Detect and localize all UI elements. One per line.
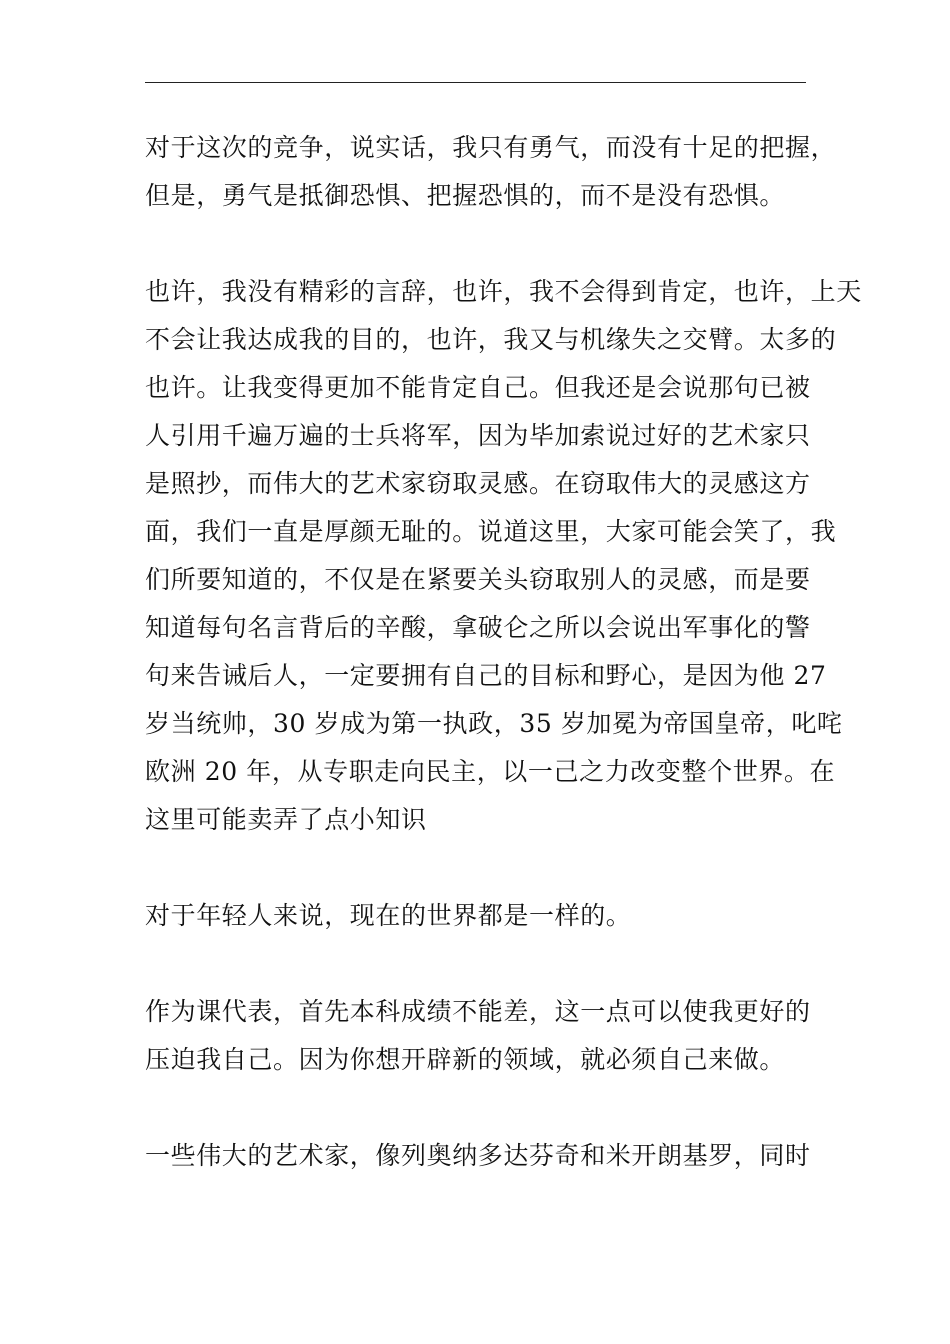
- text-line: 岁当统帅，30 岁成为第一执政，35 岁加冕为帝国皇帝，叱咤: [145, 709, 843, 738]
- text-line: 但是，勇气是抵御恐惧、把握恐惧的，而不是没有恐惧。: [145, 181, 786, 210]
- paragraph-4: [145, 988, 813, 1084]
- paragraph-3: [145, 892, 813, 940]
- text-line: 不会让我达成我的目的，也许，我又与机缘失之交臂。太多的: [145, 325, 837, 354]
- text-line: 对于年轻人来说，现在的世界都是一样的。: [145, 901, 632, 930]
- text-line: 这里可能卖弄了点小知识: [145, 805, 427, 834]
- text-line: 一些伟大的艺术家，像列奥纳多达芬奇和米开朗基罗，同时: [145, 1141, 811, 1170]
- document-body: [145, 124, 862, 1180]
- text-line: 面，我们一直是厚颜无耻的。说道这里，大家可能会笑了，我: [145, 517, 837, 546]
- text-line: 作为课代表，首先本科成绩不能差，这一点可以使我更好的: [145, 997, 811, 1026]
- text-line: 欧洲 20 年，从专职走向民主，以一己之力改变整个世界。在: [145, 757, 836, 786]
- paragraph-1: [145, 124, 837, 220]
- text-line: 压迫我自己。因为你想开辟新的领域，就必须自己来做。: [145, 1045, 786, 1074]
- text-line: 是照抄，而伟大的艺术家窃取灵感。在窃取伟大的灵感这方: [145, 469, 811, 498]
- text-line: 知道每句名言背后的辛酸，拿破仑之所以会说出军事化的警: [145, 613, 811, 642]
- text-line: 也许。让我变得更加不能肯定自己。但我还是会说那句已被: [145, 373, 811, 402]
- text-line: 也许，我没有精彩的言辞，也许，我不会得到肯定，也许，上天: [145, 277, 862, 306]
- paragraph-2: [145, 268, 862, 844]
- text-line: 人引用千遍万遍的士兵将军，因为毕加索说过好的艺术家只: [145, 421, 811, 450]
- text-line: 们所要知道的，不仅是在紧要关头窃取别人的灵感，而是要: [145, 565, 811, 594]
- header-rule: [145, 82, 806, 83]
- text-line: 句来告诫后人，一定要拥有自己的目标和野心，是因为他 27: [145, 661, 827, 690]
- paragraph-5: [145, 1132, 813, 1180]
- text-line: 对于这次的竞争，说实话，我只有勇气，而没有十足的把握，: [145, 133, 837, 162]
